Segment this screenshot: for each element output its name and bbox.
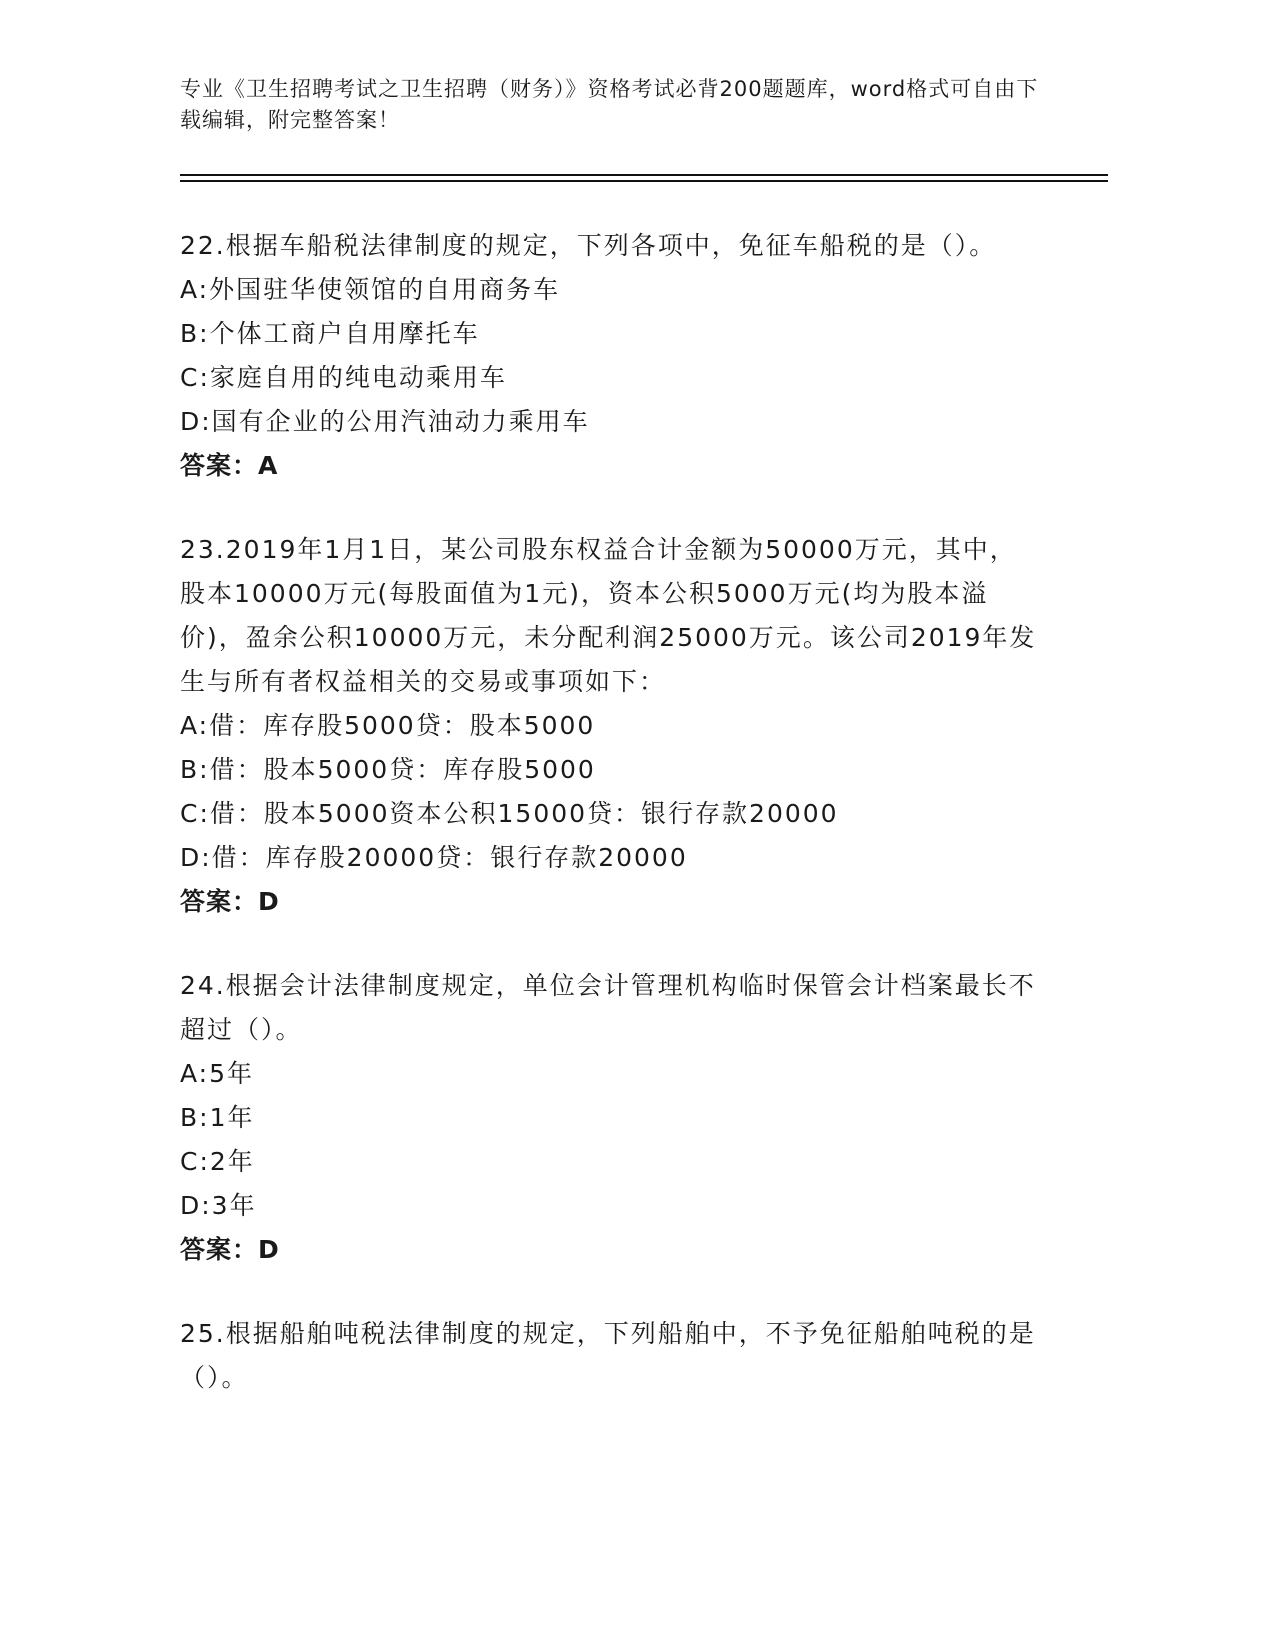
- answer-line: 答案：D: [180, 887, 280, 916]
- document-header: [180, 74, 1060, 136]
- option-b: B:借：股本5000贷：库存股5000: [180, 755, 596, 784]
- option-c: C:家庭自用的纯电动乘用车: [180, 363, 507, 392]
- document-title: 专业《卫生招聘考试之卫生招聘（财务）》资格考试必背200题题库，word格式可自由下载编辑，附完整答案！: [180, 77, 1039, 132]
- option-b: B:1年: [180, 1103, 255, 1132]
- answer-line: 答案：D: [180, 1235, 280, 1264]
- option-c: C:2年: [180, 1147, 255, 1176]
- option-a: A:外国驻华使领馆的自用商务车: [180, 275, 561, 304]
- option-d: D:国有企业的公用汽油动力乘用车: [180, 407, 590, 436]
- question-stem: 23.2019年1月1日，某公司股东权益合计金额为50000万元，其中，股本10000万元(每股面值为1元)，资本公积5000万元(均为股本溢价)，盈余公积10000万元，未分配利润25000万元。该公司2019年发生与所有者权益相关的交易或事项如下：: [180, 535, 1037, 696]
- question-stem: 24.根据会计法律制度规定，单位会计管理机构临时保管会计档案最长不超过（）。: [180, 971, 1036, 1044]
- option-d: D:3年: [180, 1191, 257, 1220]
- option-a: A:借：库存股5000贷：股本5000: [180, 711, 596, 740]
- header-divider-top: [180, 174, 1108, 176]
- option-a: A:5年: [180, 1059, 254, 1088]
- question-22: [180, 224, 1040, 488]
- question-stem: 22.根据车船税法律制度的规定，下列各项中，免征车船税的是（）。: [180, 231, 997, 260]
- option-d: D:借：库存股20000贷：银行存款20000: [180, 843, 688, 872]
- question-25: [180, 1312, 1040, 1400]
- question-23: [180, 528, 1040, 924]
- header-divider-bottom: [180, 180, 1108, 182]
- question-stem: 25.根据船舶吨税法律制度的规定，下列船舶中，不予免征船舶吨税的是（）。: [180, 1319, 1036, 1392]
- question-24: [180, 964, 1040, 1272]
- answer-line: 答案：A: [180, 451, 279, 480]
- option-c: C:借：股本5000资本公积15000贷：银行存款20000: [180, 799, 839, 828]
- option-b: B:个体工商户自用摩托车: [180, 319, 480, 348]
